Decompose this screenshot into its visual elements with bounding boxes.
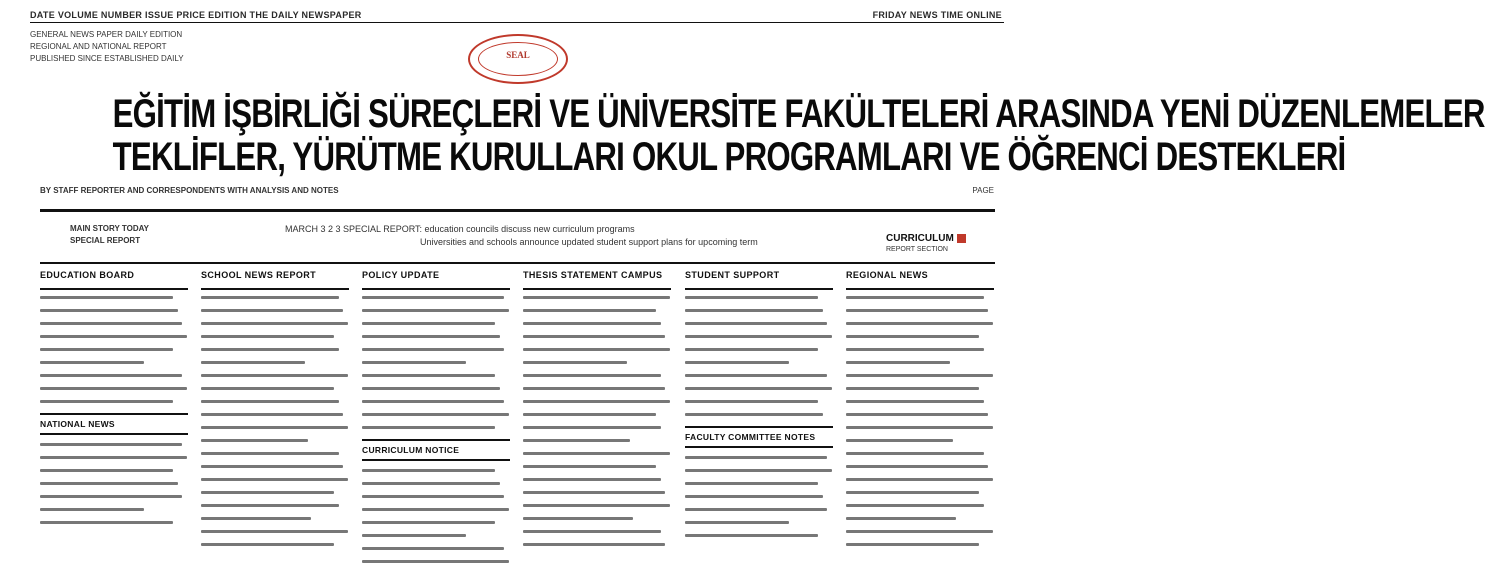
text-line [846,322,993,325]
text-line [846,309,988,312]
text-line [362,374,495,377]
text-line [201,426,348,429]
text-line [523,439,630,442]
red-square-icon [957,234,966,243]
text-line [685,469,832,472]
column-heading: EDUCATION BOARD [40,270,135,280]
text-line [362,400,504,403]
text-line [685,521,789,524]
text-line [846,335,979,338]
text-line [685,335,832,338]
text-line [40,348,173,351]
text-line [846,361,950,364]
text-line [362,348,504,351]
text-line [201,374,348,377]
text-line [846,296,984,299]
deck-center-line-2: Universities and schools announce updated student support plans for upcoming term [420,237,758,247]
text-line [846,439,953,442]
deck-left-line-1: MAIN STORY TODAY [70,224,149,233]
text-line [40,482,178,485]
text-line [201,309,343,312]
text-line [201,452,339,455]
column-rule [362,288,510,290]
seal-text: SEAL [506,50,530,60]
text-line [201,504,339,507]
text-line [685,309,823,312]
newspaper-seal-logo [468,34,568,84]
text-line [685,534,818,537]
text-line [40,469,173,472]
text-line [40,335,187,338]
text-line [523,400,670,403]
column-rule [523,288,671,290]
text-line [846,530,993,533]
text-line [523,296,670,299]
text-line [201,478,348,481]
text-line [362,309,509,312]
column-subrule [685,446,833,448]
deck-rule-top [40,209,995,212]
text-line [685,361,789,364]
text-line [201,517,311,520]
text-line [685,400,818,403]
text-line [201,439,308,442]
text-line [201,335,334,338]
masthead-top-left: DATE VOLUME NUMBER ISSUE PRICE EDITION THE DAILY NEWSPAPER [30,10,362,20]
article-column [362,270,510,573]
column-rule [846,288,994,290]
text-line [685,508,827,511]
text-line [40,521,173,524]
article-column [523,270,671,556]
text-line [685,482,818,485]
text-line [201,361,305,364]
text-line [40,400,173,403]
deck-right-label-text: CURRICULUM [886,233,954,244]
text-line [523,322,661,325]
text-line [523,335,665,338]
text-line [40,374,182,377]
text-line [362,361,466,364]
column-subrule [362,459,510,461]
column-heading: SCHOOL NEWS REPORT [201,270,317,280]
text-line [362,413,509,416]
text-line [846,517,956,520]
byline-left: BY STAFF REPORTER AND CORRESPONDENTS WITH ANALYSIS AND NOTES [40,186,339,195]
column-rule [201,288,349,290]
text-line [201,543,334,546]
headline-line-2: TEKLİFLER, YÜRÜTME KURULLARI OKUL PROGRAMLARI VE ÖĞRENCİ DESTEKLERİ [112,135,1346,179]
masthead-info-line-2: REGIONAL AND NATIONAL REPORT [30,42,167,51]
column-subheading: FACULTY COMMITTEE NOTES [685,432,816,442]
article-column [846,270,994,556]
column-heading: STUDENT SUPPORT [685,270,780,280]
column-heading: REGIONAL NEWS [846,270,929,280]
text-line [362,335,500,338]
text-line [523,504,670,507]
text-line [523,530,661,533]
text-line [523,517,633,520]
text-line [362,495,504,498]
text-line [846,465,988,468]
text-line [40,456,187,459]
text-line [846,413,988,416]
text-line [362,482,500,485]
deck-center-line-1: MARCH 3 2 3 SPECIAL REPORT: education councils discuss new curriculum programs [285,224,635,234]
text-line [201,413,343,416]
masthead-rule [30,22,1004,23]
article-column [685,270,833,547]
text-line [362,296,504,299]
text-line [201,387,334,390]
text-line [40,508,144,511]
text-line [685,456,827,459]
text-line [362,534,466,537]
text-line [362,322,495,325]
text-line [201,491,334,494]
column-rule [40,288,188,290]
text-line [201,296,339,299]
text-line [362,521,495,524]
column-subrule [40,413,188,415]
text-line [685,387,832,390]
text-line [40,361,144,364]
text-line [523,426,661,429]
text-line [846,504,984,507]
article-column [201,270,349,556]
text-line [362,508,509,511]
column-subheading: CURRICULUM NOTICE [362,445,460,455]
text-line [523,387,665,390]
text-line [523,478,661,481]
text-line [201,530,348,533]
column-subrule [40,433,188,435]
text-line [523,543,665,546]
masthead-info-line-3: PUBLISHED SINCE ESTABLISHED DAILY [30,54,184,63]
column-subrule [362,439,510,441]
text-line [40,309,178,312]
byline-right: PAGE [972,186,994,195]
text-line [40,296,173,299]
column-subheading: NATIONAL NEWS [40,419,115,429]
text-line [846,387,979,390]
headline-line-1: EĞİTİM İŞBİRLİĞİ SÜREÇLERİ VE ÜNİVERSİTE FAKÜLTELERİ ARASINDA YENİ DÜZENLEMELER [112,92,1485,136]
text-line [685,374,827,377]
text-line [362,560,509,563]
text-line [685,322,827,325]
text-line [846,426,993,429]
text-line [362,469,495,472]
text-line [523,413,656,416]
text-line [846,452,984,455]
text-line [201,322,348,325]
text-line [523,374,661,377]
text-line [846,478,993,481]
deck-right-sub: REPORT SECTION [886,246,948,253]
text-line [362,426,495,429]
text-line [846,374,993,377]
text-line [523,348,670,351]
text-line [362,387,500,390]
text-line [40,322,182,325]
text-line [40,387,187,390]
column-subrule [685,426,833,428]
deck-right-label [886,233,966,244]
text-line [846,491,979,494]
deck-rule-bottom [40,262,995,264]
text-line [523,309,656,312]
text-line [846,543,979,546]
text-line [201,348,339,351]
text-line [201,465,343,468]
text-line [846,400,984,403]
column-rule [685,288,833,290]
text-line [685,413,823,416]
masthead-info-line-1: GENERAL NEWS PAPER DAILY EDITION [30,30,183,39]
text-line [523,465,656,468]
text-line [40,443,182,446]
text-line [40,495,182,498]
text-line [685,296,818,299]
text-line [523,361,627,364]
column-heading: THESIS STATEMENT CAMPUS [523,270,663,280]
text-line [523,491,665,494]
text-line [685,495,823,498]
text-line [846,348,984,351]
text-line [201,400,339,403]
text-line [362,547,504,550]
text-line [685,348,818,351]
column-heading: POLICY UPDATE [362,270,440,280]
masthead-top-right: FRIDAY NEWS TIME ONLINE [872,10,1002,20]
text-line [523,452,670,455]
deck-left-line-2: SPECIAL REPORT [70,236,141,245]
article-column [40,270,188,534]
